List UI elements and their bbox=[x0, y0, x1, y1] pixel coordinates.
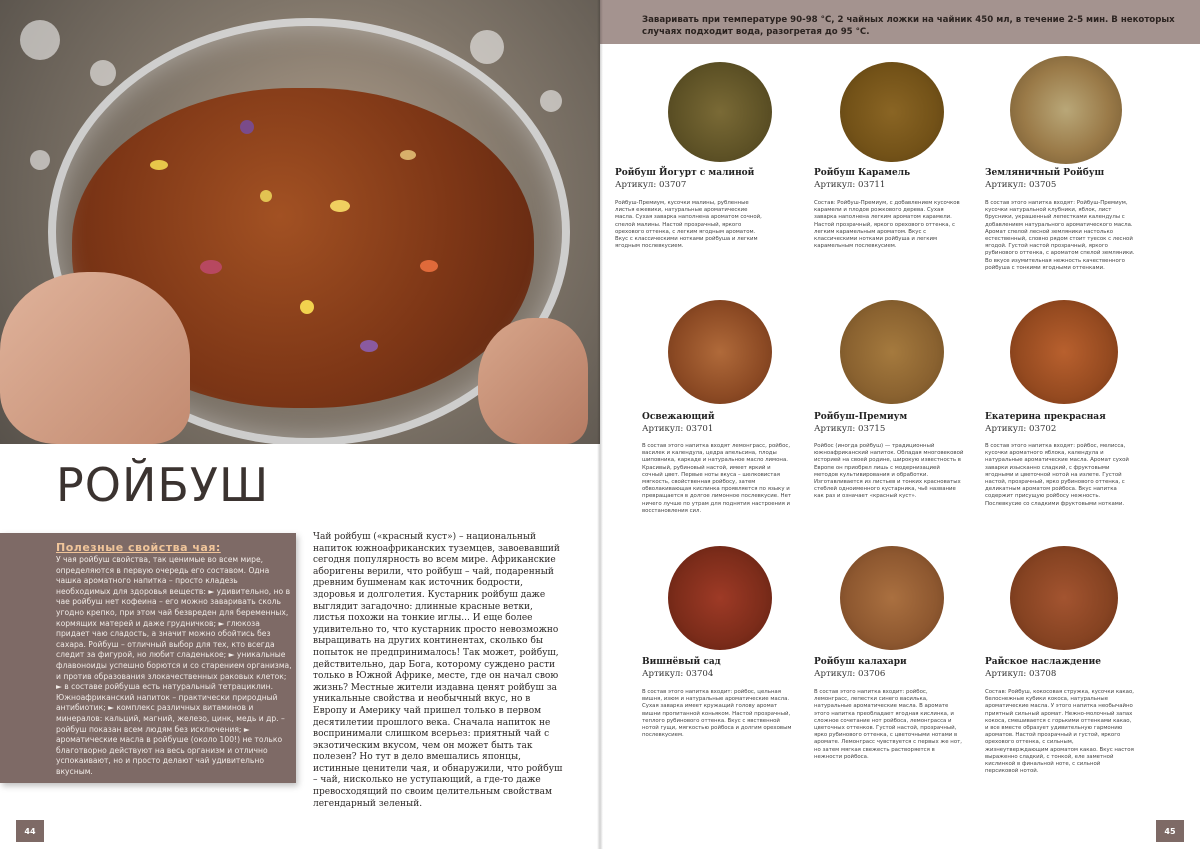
tea-image-caramel bbox=[840, 62, 944, 162]
item-name-6: Екатерина прекрасная bbox=[985, 412, 1106, 422]
item-desc-2: Состав: Ройбуш-Премиум, с добавлением кусочков карамели и плодов рожкового дерева. Сухая заварка наполнена легким ароматом карамели. Настой прозрачный, яркого орехового оттенка, с легким карамельным ароматом. Вкус с классическими нотками ройбуша и легким карамельным послевкусием. bbox=[814, 200, 960, 250]
page-number-left: 44 bbox=[16, 820, 44, 842]
item-desc-4: В состав этого напитка входят лемонграсс, ройбос, василек и календула, цедра апельсина, плоды шиповника, каркаде и натуральное масло лимона. Красивый, рубиновый настой, имеет яркий и сочный цвет. Первые ноты вкуса – шелковистая мягкость, свойственная ройбосу, затем обволакивающая кислинка проявляется по языку и превращается в долгое лимонное послевкусие. Нет ничего лучше по утрам для поднятия настроения и восстановления сил. bbox=[642, 443, 792, 514]
item-article-9: Артикул: 03708 bbox=[985, 669, 1057, 679]
item-desc-3: В состав этого напитка входят: Ройбуш-Премиум, кусочки натуральной клубники, яблок, лист брусники, украшенный лепестками календулы с добавлением натурального ароматического масла. Аромат спелой лесной земляники настолько естественный, словно рядом стоит туесок с лесной ягодой. Густой настой прозрачный, яркого рубинового оттенка, с ароматом спелой земляники. Во вкусе изумительная нежность качественного ройбуша с тонкими ягодными оттенками. bbox=[985, 200, 1135, 271]
item-name-7: Вишнёвый сад bbox=[642, 657, 721, 667]
item-name-2: Ройбуш Карамель bbox=[814, 168, 911, 178]
item-desc-7: В состав этого напитка входит: ройбос, цельная вишня, изюм и натуральные ароматические масла. Сухая заварка имеет кружащий голову аромат вишни пропитанной коньяком. Настой прозрачный, теплого рубинового оттенка. Вкус с явственной нотой гущи, мягкостью ройбоса и долгим ореховым послевкусием. bbox=[642, 689, 792, 739]
item-name-8: Ройбуш калахари bbox=[814, 657, 907, 667]
item-desc-1: Ройбуш-Премиум, кусочки малины, рубленные листья ежевики, натуральные ароматические масла. Сухая заварка наполнена ароматом сочной, спелой малины. Настой прозрачный, яркого орехового оттенка, с легким ягодным ароматом. Вкус с классическими нотками ройбуша и легким ягодным послевкусием. bbox=[615, 200, 762, 250]
item-article-8: Артикул: 03706 bbox=[814, 669, 886, 679]
item-article-7: Артикул: 03704 bbox=[642, 669, 714, 679]
item-desc-8: В состав этого напитка входит: ройбос, лемонграсс, лепестки синего василька, натуральные ароматические масла. В аромате этого напитка преобладает ягодная кислинка, и сложное сочетание нот ройбоса, лемонграсса и цветочных оттенков. Густой настой, прозрачный, ярко рубинового оттенка, с цветочными нотами в аромате. Лемонграсс чувствуется с первых же нот, но затем мягкая свежесть растворяется в нежности ройбоса. bbox=[814, 689, 962, 760]
tea-image-cherry bbox=[668, 546, 772, 650]
item-article-1: Артикул: 03707 bbox=[615, 180, 687, 190]
article-body: Чай ройбуш («красный куст») – национальный напиток южноафриканских туземцев, завоевавший сегодня популярность во всем мире. Африканские аборигены верили, что ройбуш – чай, подаренный древним бушменам как источник бодрости, здоровья и долголетия. Кустарник ройбуш даже выглядит загадочно: длинные красные ветки, листья похожи на тонкие иглы... И еще более удивительно то, что кустарник просто невозможно выращивать на других континентах, сколько бы попыток не предпринималось! Так может, ройбуш, действительно, дар Бога, которому суждено расти только в Южной Африке, месте, где он начал свою жизнь? Местные жители издавна ценят ройбуш за уникальные свойства и необычный вкус, но в Европу и Америку чай пришел только в первом десятилетии прошлого века. Сначала напиток не воспринимали слишком всерьез: приятный чай с экзотическим вкусом, чем он может быть так полезен? Но тут в дело вмешались японцы, истинные ценители чая, и обнаружили, что ройбуш – чай, нисколько не уступающий, а где-то даже превосходящий по своим целительным свойствам легендарный зеленый. bbox=[313, 532, 563, 809]
rooibos-bowl-photo bbox=[0, 0, 600, 444]
page-title: РОЙБУШ bbox=[56, 458, 270, 512]
item-article-6: Артикул: 03702 bbox=[985, 424, 1057, 434]
tea-image-refreshing bbox=[668, 300, 772, 404]
item-desc-6: В состав этого напитка входят: ройбос, мелисса, кусочки ароматного яблока, календула и натуральные ароматические масла. Аромат сухой заварки изысканно сладкий, с фруктовыми ягодными и цветочной нотой на излете. Густой настой, прозрачный, ярко рубинового оттенка, с деликатным ароматом ройбоса. Вкус напитка содержит присущую ройбосу нежность. Послевкусие со сладкими фруктовыми нотками. bbox=[985, 443, 1129, 507]
tea-image-ekaterina bbox=[1010, 300, 1118, 404]
tea-image-yogurt-raspberry bbox=[668, 62, 772, 162]
item-desc-5: Ройбос (иногда ройбуш) — традиционный южноафриканский напиток. Обладая многовековой историей на своей родине, широкую известность в Европе он приобрел лишь с модернизацией методов культивирования и обработки. Изготавливается из листьев и тонких красноватых стеблей одноименного кустарника, чьё название как раз и означает «красный куст». bbox=[814, 443, 964, 500]
benefits-heading: Полезные свойства чая: bbox=[56, 541, 221, 554]
right-page bbox=[600, 0, 1200, 849]
tea-image-premium bbox=[840, 300, 944, 404]
brewing-instructions: Заваривать при температуре 90-98 °С, 2 чайных ложки на чайник 450 мл, в течение 2-5 мин. В некоторых случаях подходит вода, разогретая до 95 °С. bbox=[642, 15, 1175, 37]
item-desc-9: Состав: Ройбуш, кокосовая стружка, кусочки какао, белоснежные кубики кокоса, натуральные ароматические масла. У этого напитка необычайно приятный сильный аромат. Нежно-молочный запах кокоса, смешивается с горькими оттенками какао, и все вместе образует удивительную гармонию ароматов. Настой прозрачный и густой, яркого орехового оттенка, с сильным, жизнеутверждающим ароматом какао. Вкус настоя выраженно сладкий, с тонкой, еле заметной кислинкой в финальной ноте, с сильной персиковой нотой. bbox=[985, 689, 1134, 775]
item-name-4: Освежающий bbox=[642, 412, 715, 422]
benefits-text: У чая ройбуш свойства, так ценимые во всем мире, определяются в первую очередь его составом. Одна чашка ароматного напитка – просто кладезь необходимых для здоровья веществ: ► удивительно, но в чае ройбуш нет кофеина – его можно заваривать сколь угодно крепко, при этом чай безвреден для беременных, кормящих матерей и даже грудничков; ► глюкоза придает чаю сладость, а значит можно обойтись без сахара. Ройбуш – отличный выбор для тех, кто всегда следит за фигурой, но любит сладенькое; ► уникальные флавоноиды успешно борются и со старением организма, и против образования злокачественных раковых клеток; ► в составе ройбуша есть натуральный тетрациклин. Южноафриканский напиток – практически природный антибиотик; ► комплекс различных витаминов и минералов: кальций, магний, железо, цинк, медь и др. – ройбуш показан всем людям без исключения; ► ароматические масла в ройбуше (около 100!) не только благотворно действуют на весь организм и отлично успокаивают, но и просто делают чай удивительно вкусным. bbox=[56, 555, 292, 776]
tea-image-kalahari bbox=[840, 546, 944, 650]
item-name-9: Райское наслаждение bbox=[985, 657, 1101, 667]
page-number-right: 45 bbox=[1156, 820, 1184, 842]
item-article-3: Артикул: 03705 bbox=[985, 180, 1057, 190]
item-name-5: Ройбуш-Премиум bbox=[814, 412, 908, 422]
tea-image-paradise bbox=[1010, 546, 1118, 650]
tea-image-strawberry bbox=[1010, 56, 1122, 164]
item-name-1: Ройбуш Йогурт с малиной bbox=[615, 168, 755, 178]
item-article-2: Артикул: 03711 bbox=[814, 180, 886, 190]
item-article-4: Артикул: 03701 bbox=[642, 424, 714, 434]
item-name-3: Земляничный Ройбуш bbox=[985, 168, 1105, 178]
item-article-5: Артикул: 03715 bbox=[814, 424, 886, 434]
spine-gutter bbox=[597, 0, 603, 849]
